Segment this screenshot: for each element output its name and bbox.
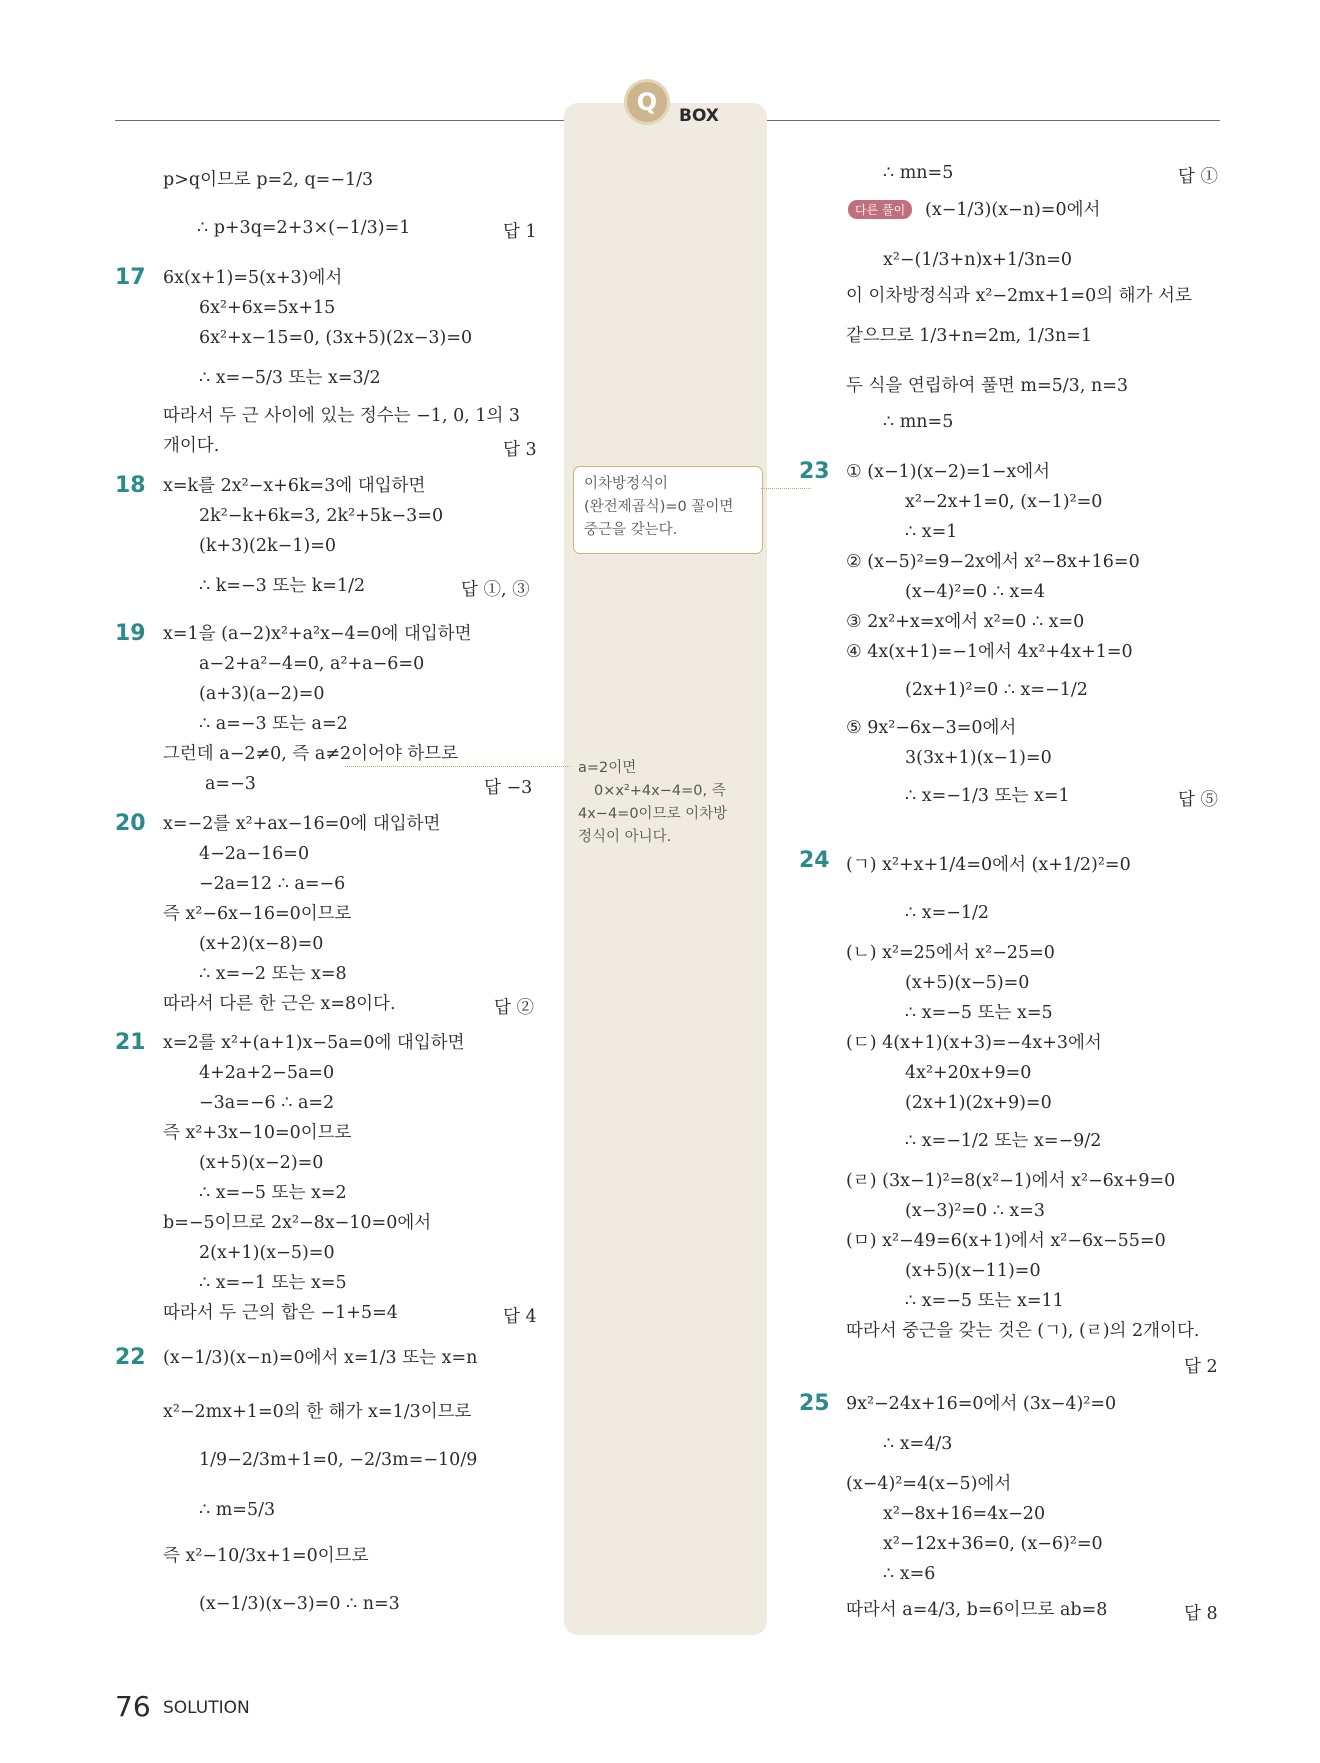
sol-line: ∴ x=−1/3 또는 x=1 bbox=[905, 786, 1070, 806]
answer-mark: 답 ①, ③ bbox=[461, 580, 530, 600]
sol-line: ∴ mn=5 bbox=[883, 163, 954, 183]
sol-line: (ㄴ) x²=25에서 x²−25=0 bbox=[846, 943, 1055, 963]
sol-line: ⑤ 9x²−6x−3=0에서 bbox=[846, 718, 1017, 738]
sol-line: x²−8x+16=4x−20 bbox=[883, 1504, 1046, 1524]
sol-line: 따라서 다른 한 근은 x=8이다. bbox=[163, 994, 396, 1014]
note-line: a=2이면 bbox=[578, 760, 637, 776]
sol-line: ∴ m=5/3 bbox=[199, 1500, 276, 1520]
sol-line: x²−(1/3+n)x+1/3n=0 bbox=[883, 250, 1073, 270]
sol-line: a=−3 bbox=[205, 774, 256, 794]
sol-line: (x−1/3)(x−n)=0에서 bbox=[925, 200, 1101, 220]
problem-number: 24 bbox=[799, 848, 830, 873]
page-number: 76 bbox=[115, 1690, 151, 1723]
note-line: 정식이 아니다. bbox=[578, 829, 672, 845]
sol-line: 따라서 두 근의 합은 −1+5=4 bbox=[163, 1303, 398, 1323]
sol-line: 6x²+6x=5x+15 bbox=[199, 298, 336, 318]
qbox-column bbox=[564, 103, 767, 1635]
problem-number: 25 bbox=[799, 1391, 830, 1416]
note-line: (완전제곱식)=0 꼴이면 bbox=[584, 499, 734, 515]
sol-line: ∴ x=1 bbox=[905, 522, 958, 542]
sol-line: 두 식을 연립하여 풀면 m=5/3, n=3 bbox=[846, 376, 1129, 396]
header-rule-left bbox=[115, 120, 571, 121]
sol-line: ∴ x=−1/2 또는 x=−9/2 bbox=[905, 1131, 1102, 1151]
sol-line: ∴ a=−3 또는 a=2 bbox=[199, 714, 348, 734]
problem-number: 22 bbox=[115, 1345, 146, 1370]
sol-line: ∴ x=−2 또는 x=8 bbox=[199, 964, 347, 984]
sol-line: ∴ x=−1 또는 x=5 bbox=[199, 1273, 347, 1293]
sol-line: (ㅁ) x²−49=6(x+1)에서 x²−6x−55=0 bbox=[846, 1231, 1166, 1251]
sol-line: ∴ x=−5/3 또는 x=3/2 bbox=[199, 368, 381, 388]
answer-mark: 답 3 bbox=[503, 440, 537, 460]
sol-line: x²−12x+36=0, (x−6)²=0 bbox=[883, 1534, 1103, 1554]
sol-line: 따라서 두 근 사이에 있는 정수는 −1, 0, 1의 3 bbox=[163, 406, 521, 426]
sol-line: ∴ x=−5 또는 x=2 bbox=[199, 1183, 347, 1203]
note-connector bbox=[761, 488, 811, 489]
sol-line: 2k²−k+6k=3, 2k²+5k−3=0 bbox=[199, 506, 444, 526]
answer-mark: 답 −3 bbox=[484, 778, 533, 798]
sol-line: b=−5이므로 2x²−8x−10=0에서 bbox=[163, 1213, 432, 1233]
sol-line: ∴ k=−3 또는 k=1/2 bbox=[199, 576, 366, 596]
sol-line: x=1을 (a−2)x²+a²x−4=0에 대입하면 bbox=[163, 624, 472, 644]
sol-line: 1/9−2/3m+1=0, −2/3m=−10/9 bbox=[199, 1450, 478, 1470]
note-line: 이차방정식이 bbox=[584, 476, 669, 492]
problem-number: 19 bbox=[115, 621, 146, 646]
sol-line: 개이다. bbox=[163, 436, 220, 456]
sol-line: ∴ mn=5 bbox=[883, 412, 954, 432]
sol-line: x²−2mx+1=0의 한 해가 x=1/3이므로 bbox=[163, 1402, 472, 1422]
answer-mark: 답 ① bbox=[1178, 167, 1218, 187]
sol-line: (ㄱ) x²+x+1/4=0에서 (x+1/2)²=0 bbox=[846, 855, 1131, 875]
problem-number: 18 bbox=[115, 473, 146, 498]
alt-solution-badge: 다른 풀이 bbox=[848, 200, 912, 219]
sol-line: 6x(x+1)=5(x+3)에서 bbox=[163, 268, 343, 288]
sol-line: 따라서 a=4/3, b=6이므로 ab=8 bbox=[846, 1600, 1108, 1620]
note-line: 0×x²+4x−4=0, 즉 bbox=[594, 783, 726, 799]
footer-label: SOLUTION bbox=[163, 1698, 250, 1718]
sol-line: (a+3)(a−2)=0 bbox=[199, 684, 325, 704]
problem-number: 21 bbox=[115, 1030, 146, 1055]
sol-line: 따라서 중근을 갖는 것은 (ㄱ), (ㄹ)의 2개이다. bbox=[846, 1321, 1200, 1341]
sol-line: ∴ x=−1/2 bbox=[905, 903, 990, 923]
note-line: 4x−4=0이므로 이차방 bbox=[578, 806, 728, 822]
q-badge: Q bbox=[627, 82, 667, 122]
sol-line: −2a=12 ∴ a=−6 bbox=[199, 874, 346, 894]
sol-line: ③ 2x²+x=x에서 x²=0 ∴ x=0 bbox=[846, 612, 1085, 632]
sol-line: (x+2)(x−8)=0 bbox=[199, 934, 324, 954]
sol-line: 2(x+1)(x−5)=0 bbox=[199, 1243, 335, 1263]
answer-mark: 답 ② bbox=[494, 998, 534, 1018]
answer-mark: 답 8 bbox=[1184, 1604, 1218, 1624]
note-line: 중근을 갖는다. bbox=[584, 522, 678, 538]
sol-line: 4+2a+2−5a=0 bbox=[199, 1063, 335, 1083]
sol-line: x=k를 2x²−x+6k=3에 대입하면 bbox=[163, 476, 426, 496]
sol-line: (x+5)(x−11)=0 bbox=[905, 1261, 1041, 1281]
sol-line: 4−2a−16=0 bbox=[199, 844, 310, 864]
sol-line: −3a=−6 ∴ a=2 bbox=[199, 1093, 335, 1113]
sol-line: ∴ p+3q=2+3×(−1/3)=1 bbox=[197, 218, 411, 238]
sol-line: (x−4)²=4(x−5)에서 bbox=[846, 1474, 1012, 1494]
sol-line: 3(3x+1)(x−1)=0 bbox=[905, 748, 1052, 768]
sol-line: (x−4)²=0 ∴ x=4 bbox=[905, 582, 1046, 602]
sol-line: (x−3)²=0 ∴ x=3 bbox=[905, 1201, 1046, 1221]
header-rule-right bbox=[764, 120, 1220, 121]
sol-line: p>q이므로 p=2, q=−1/3 bbox=[163, 170, 374, 190]
sol-line: (ㄹ) (3x−1)²=8(x²−1)에서 x²−6x+9=0 bbox=[846, 1171, 1176, 1191]
sol-line: 그런데 a−2≠0, 즉 a≠2이어야 하므로 bbox=[163, 744, 459, 764]
sol-line: 이 이차방정식과 x²−2mx+1=0의 해가 서로 bbox=[846, 286, 1192, 306]
sol-line: x²−2x+1=0, (x−1)²=0 bbox=[905, 492, 1103, 512]
sol-line: ∴ x=6 bbox=[883, 1564, 936, 1584]
box-label: BOX bbox=[679, 106, 719, 126]
answer-mark: 답 1 bbox=[503, 222, 537, 242]
sol-line: ∴ x=−5 또는 x=5 bbox=[905, 1003, 1053, 1023]
sol-line: ④ 4x(x+1)=−1에서 4x²+4x+1=0 bbox=[846, 642, 1133, 662]
sol-line: ∴ x=4/3 bbox=[883, 1434, 953, 1454]
sol-line: 9x²−24x+16=0에서 (3x−4)²=0 bbox=[846, 1394, 1117, 1414]
answer-mark: 답 2 bbox=[1184, 1357, 1218, 1377]
problem-number: 17 bbox=[115, 265, 146, 290]
sol-line: (ㄷ) 4(x+1)(x+3)=−4x+3에서 bbox=[846, 1033, 1102, 1053]
problem-number: 23 bbox=[799, 459, 830, 484]
sol-line: (x+5)(x−5)=0 bbox=[905, 973, 1030, 993]
sol-line: 4x²+20x+9=0 bbox=[905, 1063, 1032, 1083]
sol-line: 같으므로 1/3+n=2m, 1/3n=1 bbox=[846, 326, 1093, 346]
sol-line: (2x+1)²=0 ∴ x=−1/2 bbox=[905, 680, 1088, 700]
problem-number: 20 bbox=[115, 811, 146, 836]
sol-line: a−2+a²−4=0, a²+a−6=0 bbox=[199, 654, 425, 674]
sol-line: 즉 x²−10/3x+1=0이므로 bbox=[163, 1546, 369, 1566]
note-connector bbox=[345, 766, 570, 767]
sol-line: 즉 x²−6x−16=0이므로 bbox=[163, 904, 352, 924]
sol-line: 즉 x²+3x−10=0이므로 bbox=[163, 1123, 352, 1143]
sol-line: (2x+1)(2x+9)=0 bbox=[905, 1093, 1052, 1113]
sol-line: ∴ x=−5 또는 x=11 bbox=[905, 1291, 1064, 1311]
sol-line: ② (x−5)²=9−2x에서 x²−8x+16=0 bbox=[846, 552, 1140, 572]
sol-line: x=−2를 x²+ax−16=0에 대입하면 bbox=[163, 814, 441, 834]
sol-line: (x+5)(x−2)=0 bbox=[199, 1153, 324, 1173]
sol-line: x=2를 x²+(a+1)x−5a=0에 대입하면 bbox=[163, 1033, 465, 1053]
sol-line: 6x²+x−15=0, (3x+5)(2x−3)=0 bbox=[199, 328, 473, 348]
sol-line: (x−1/3)(x−n)=0에서 x=1/3 또는 x=n bbox=[163, 1348, 478, 1368]
answer-mark: 답 4 bbox=[503, 1307, 537, 1327]
sol-line: ① (x−1)(x−2)=1−x에서 bbox=[846, 462, 1051, 482]
answer-mark: 답 ⑤ bbox=[1178, 790, 1218, 810]
sol-line: (k+3)(2k−1)=0 bbox=[199, 536, 337, 556]
sol-line: (x−1/3)(x−3)=0 ∴ n=3 bbox=[199, 1594, 400, 1614]
